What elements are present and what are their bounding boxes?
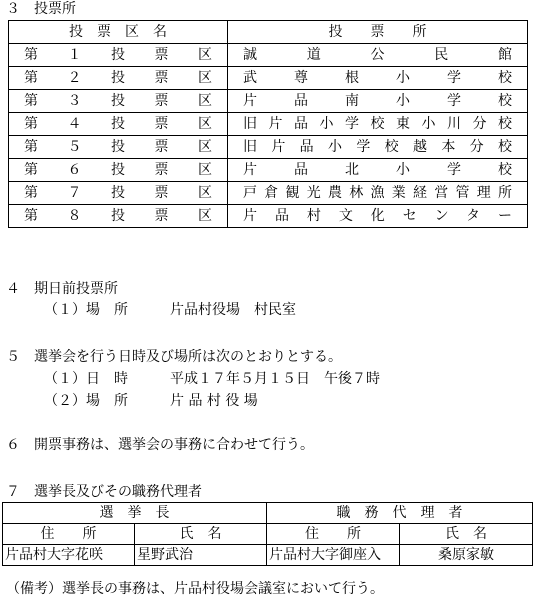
section-5-heading: ５ 選挙会を行う日時及び場所は次のとおりとする。 (6, 349, 342, 365)
district-name: 第５投票区 (9, 136, 228, 159)
deputy-name: 桑原家敏 (400, 545, 533, 566)
table-header-row (9, 21, 528, 44)
chair-name: 星野武治 (135, 545, 267, 566)
table-row (9, 159, 528, 182)
table-header-row (3, 503, 533, 524)
polling-station-name: 誠道公民館 (228, 44, 528, 67)
election-meeting-place: （２）場 所 片 品 村 役 場 (44, 393, 258, 409)
table-row (9, 205, 528, 228)
header-chair-address: 住 所 (3, 524, 135, 545)
header-deputy-address: 住 所 (267, 524, 400, 545)
section-7-note: （備考）選挙長の事務は、片品村役場会議室において行う。 (6, 581, 384, 597)
section-6-heading: ６ 開票事務は、選挙会の事務に合わせて行う。 (6, 437, 314, 453)
early-voting-place: （１）場 所 片品村役場 村民室 (44, 302, 296, 318)
district-name: 第２投票区 (9, 67, 228, 90)
polling-station-name: 旧片品小学校越本分校 (228, 136, 528, 159)
polling-station-name: 片品北小学校 (228, 159, 528, 182)
table-row (9, 182, 528, 205)
section-7-heading: ７ 選挙長及びその職務代理者 (6, 484, 202, 500)
polling-station-name: 戸倉観光農林漁業経営管理所 (228, 182, 528, 205)
chair-address: 片品村大字花咲 (3, 545, 135, 566)
section-3-heading: ３ 投票所 (6, 1, 76, 17)
district-name: 第６投票区 (9, 159, 228, 182)
table-subheader-row (3, 524, 533, 545)
header-deputy: 職 務 代 理 者 (267, 503, 533, 524)
table-row (9, 113, 528, 136)
election-chair-table (2, 502, 533, 566)
header-deputy-name: 氏 名 (400, 524, 533, 545)
district-name: 第４投票区 (9, 113, 228, 136)
table-row (9, 67, 528, 90)
polling-station-name: 片品南小学校 (228, 90, 528, 113)
header-election-chair: 選 挙 長 (3, 503, 267, 524)
district-name: 第３投票区 (9, 90, 228, 113)
deputy-address: 片品村大字御座入 (267, 545, 400, 566)
polling-station-name: 武尊根小学校 (228, 67, 528, 90)
polling-station-name: 片品村文化センター (228, 205, 528, 228)
section-4-heading: ４ 期日前投票所 (6, 281, 118, 297)
district-name: 第１投票区 (9, 44, 228, 67)
table-row (9, 44, 528, 67)
table-row (9, 90, 528, 113)
header-chair-name: 氏 名 (135, 524, 267, 545)
polling-stations-table (8, 20, 528, 228)
district-name: 第８投票区 (9, 205, 228, 228)
table-row (9, 136, 528, 159)
header-district-name: 投 票 区 名 (9, 21, 228, 44)
district-name: 第７投票区 (9, 182, 228, 205)
polling-station-name: 旧片品小学校東小川分校 (228, 113, 528, 136)
election-meeting-datetime: （１）日 時 平成１７年５月１５日 午後７時 (44, 371, 380, 387)
header-polling-station: 投 票 所 (228, 21, 528, 44)
table-row (3, 545, 533, 566)
